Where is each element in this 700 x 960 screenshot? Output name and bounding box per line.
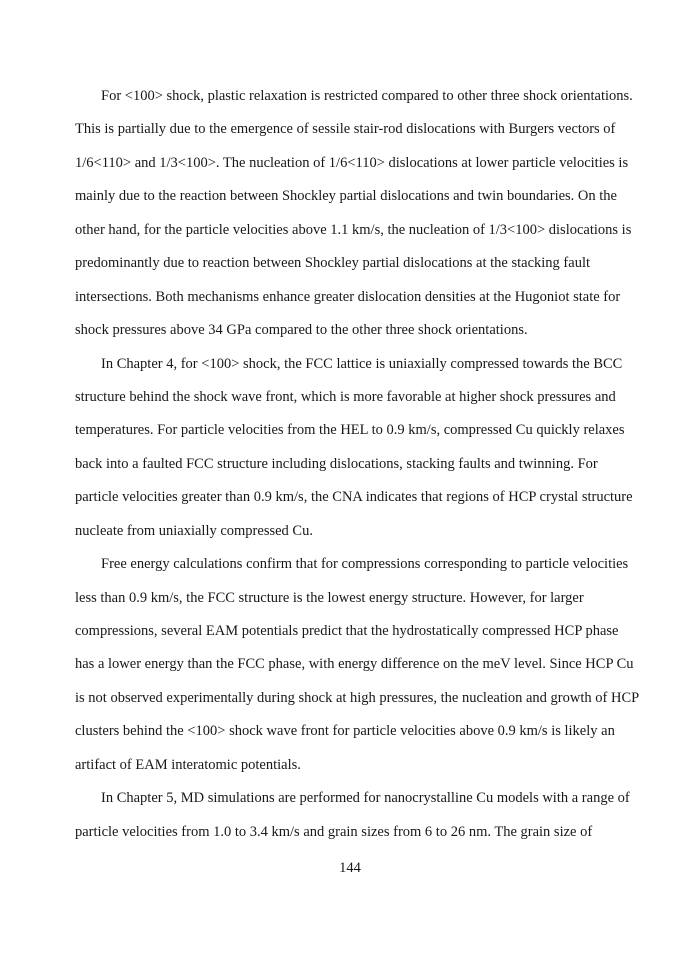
text-line: Free energy calculations confirm that for compressions corresponding to particle velocities xyxy=(101,556,629,573)
page-number: 144 xyxy=(339,860,361,876)
text-line: particle velocities greater than 0.9 km/s, the CNA indicates that regions of HCP crystal structure xyxy=(75,489,633,506)
text-line: shock pressures above 34 GPa compared to the other three shock orientations. xyxy=(75,322,528,339)
text-line: back into a faulted FCC structure including dislocations, stacking faults and twinning. For xyxy=(75,455,598,472)
text-line: structure behind the shock wave front, which is more favorable at higher shock pressures and xyxy=(75,388,616,405)
text-line: 1/6<110> and 1/3<100>. The nucleation of 1/6<110> dislocations at lower particle velocities is xyxy=(75,154,629,171)
text-line: In Chapter 4, for <100> shock, the FCC lattice is uniaxially compressed towards the BCC xyxy=(101,355,623,372)
text-line: has a lower energy than the FCC phase, with energy difference on the meV level. Since HCP Cu xyxy=(75,656,634,673)
text-line: predominantly due to reaction between Shockley partial dislocations at the stacking fault xyxy=(75,255,590,272)
text-line: particle velocities from 1.0 to 3.4 km/s and grain sizes from 6 to 26 nm. The grain size of xyxy=(75,823,593,840)
text-line: mainly due to the reaction between Shockley partial dislocations and twin boundaries. On the xyxy=(75,188,617,205)
text-line: For <100> shock, plastic relaxation is restricted compared to other three shock orientations. xyxy=(101,88,633,104)
text-line: other hand, for the particle velocities above 1.1 km/s, the nucleation of 1/3<100> dislocations is xyxy=(75,221,632,238)
text-line: intersections. Both mechanisms enhance greater dislocation densities at the Hugoniot state for xyxy=(75,288,621,305)
text-line: nucleate from uniaxially compressed Cu. xyxy=(75,522,313,539)
text-line: compressions, several EAM potentials predict that the hydrostatically compressed HCP phase xyxy=(75,623,619,639)
text-line: artifact of EAM interatomic potentials. xyxy=(75,756,301,773)
body-text xyxy=(75,80,640,849)
text-line: clusters behind the <100> shock wave front for particle velocities above 0.9 km/s is likely an xyxy=(75,723,615,740)
text-line: is not observed experimentally during shock at high pressures, the nucleation and growth of HCP xyxy=(75,689,640,706)
text-line: temperatures. For particle velocities from the HEL to 0.9 km/s, compressed Cu quickly relaxes xyxy=(75,422,625,439)
text-line: This is partially due to the emergence of sessile stair-rod dislocations with Burgers vectors of xyxy=(75,121,616,138)
text-line: less than 0.9 km/s, the FCC structure is the lowest energy structure. However, for larger xyxy=(75,589,584,606)
text-line: In Chapter 5, MD simulations are performed for nanocrystalline Cu models with a range of xyxy=(101,790,630,807)
